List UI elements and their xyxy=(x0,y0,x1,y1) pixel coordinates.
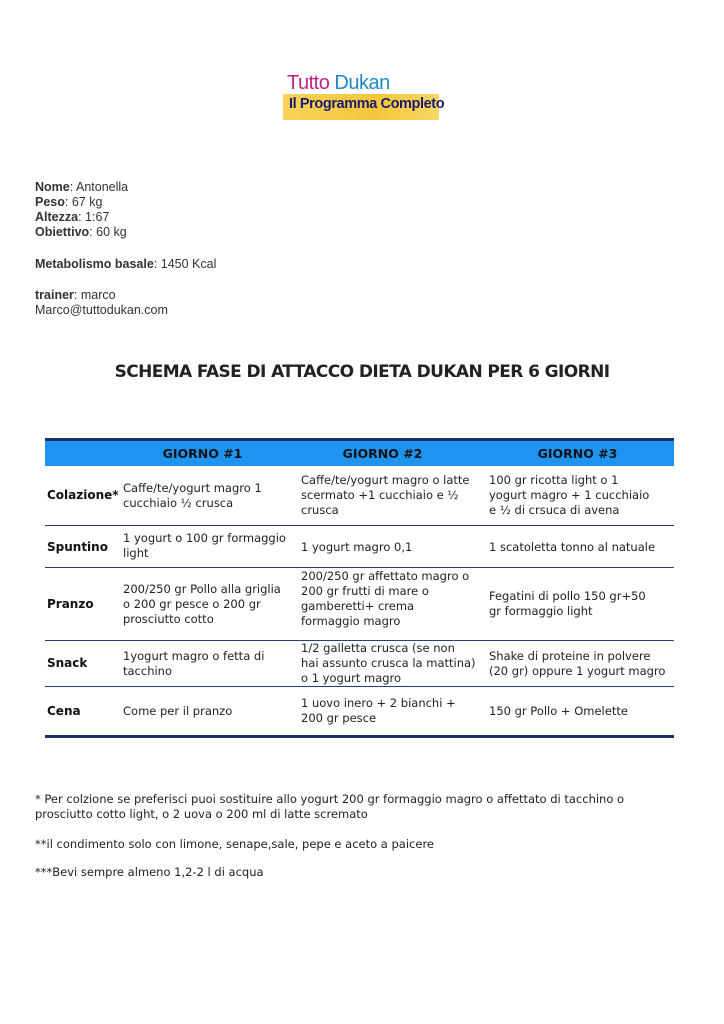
header-giorno-2: GIORNO #2 xyxy=(342,446,423,461)
profile-nome: Nome: Antonella xyxy=(35,180,129,194)
cell-spuntino-g1: 1 yogurt o 100 gr formaggio light xyxy=(123,531,286,560)
header-giorno-3: GIORNO #3 xyxy=(537,446,618,461)
row-label-pranzo: Pranzo xyxy=(47,597,94,611)
cell-snack-g2: 1/2 galletta crusca (se non hai assunto crusca la mattina) o 1 yogurt magro xyxy=(301,641,476,685)
cell-colazione-g3: 100 gr ricotta light o 1 yogurt magro + 1 cucchiaio e ½ di crsuca di avena xyxy=(489,473,650,517)
profile-metabolismo: Metabolismo basale: 1450 Kcal xyxy=(35,257,217,271)
note-condimento: **il condimento solo con limone, senape,sale, pepe e aceto a paicere xyxy=(35,837,435,851)
cell-colazione-g2: Caffe/te/yogurt magro o latte scermato +1 cucchiaio e ½ crusca xyxy=(301,473,470,517)
cell-cena-g1: Come per il pranzo xyxy=(123,704,233,718)
page-title: SCHEMA FASE DI ATTACCO DIETA DUKAN PER 6 GIORNI xyxy=(114,362,610,382)
row-divider xyxy=(45,567,674,568)
row-label-snack: Snack xyxy=(47,656,88,670)
cell-colazione-g1: Caffe/te/yogurt magro 1 cucchiaio ½ crusca xyxy=(123,481,262,510)
row-label-colazione: Colazione* xyxy=(47,488,119,502)
logo xyxy=(283,72,443,124)
row-label-spuntino: Spuntino xyxy=(47,540,108,554)
cell-pranzo-g1: 200/250 gr Pollo alla griglia o 200 gr pesce o 200 gr prosciutto cotto xyxy=(123,582,281,626)
profile-obiettivo: Obiettivo: 60 kg xyxy=(35,225,127,239)
row-divider xyxy=(45,686,674,687)
logo-title: Tutto Dukan xyxy=(287,72,390,94)
cell-cena-g2: 1 uovo inero + 2 bianchi + 200 gr pesce xyxy=(301,696,456,725)
cell-snack-g1: 1yogurt magro o fetta di tacchino xyxy=(123,649,265,678)
note-colazione: * Per colzione se preferisci puoi sostituire allo yogurt 200 gr formaggio magro o affettato di tacchino o prosciutto cotto light, o 2 uova o 200 ml di latte scremato xyxy=(35,792,625,821)
cell-spuntino-g2: 1 yogurt magro 0,1 xyxy=(301,540,413,554)
profile-trainer: trainer: marco Marco@tuttodukan.com xyxy=(35,288,168,317)
row-divider xyxy=(45,525,674,526)
cell-spuntino-g3: 1 scatoletta tonno al natuale xyxy=(489,540,656,554)
table-bottom-rule xyxy=(45,735,674,738)
logo-subtitle: Il Programma Completo xyxy=(289,96,445,112)
trainer-email: Marco@tuttodukan.com xyxy=(35,303,168,317)
header-giorno-1: GIORNO #1 xyxy=(162,446,243,461)
cell-cena-g3: 150 gr Pollo + Omelette xyxy=(489,704,628,718)
note-acqua: ***Bevi sempre almeno 1,2-2 l di acqua xyxy=(35,865,264,879)
profile-peso: Peso: 67 kg xyxy=(35,195,103,209)
profile-block xyxy=(35,180,128,240)
cell-snack-g3: Shake di proteine in polvere (20 gr) oppure 1 yogurt magro xyxy=(489,649,666,678)
cell-pranzo-g3: Fegatini di pollo 150 gr+50 gr formaggio light xyxy=(489,589,646,618)
row-label-cena: Cena xyxy=(47,704,81,718)
profile-altezza: Altezza: 1:67 xyxy=(35,210,110,224)
cell-pranzo-g2: 200/250 gr affettato magro o 200 gr frutti di mare o gamberetti+ crema formaggio magro xyxy=(301,569,470,628)
